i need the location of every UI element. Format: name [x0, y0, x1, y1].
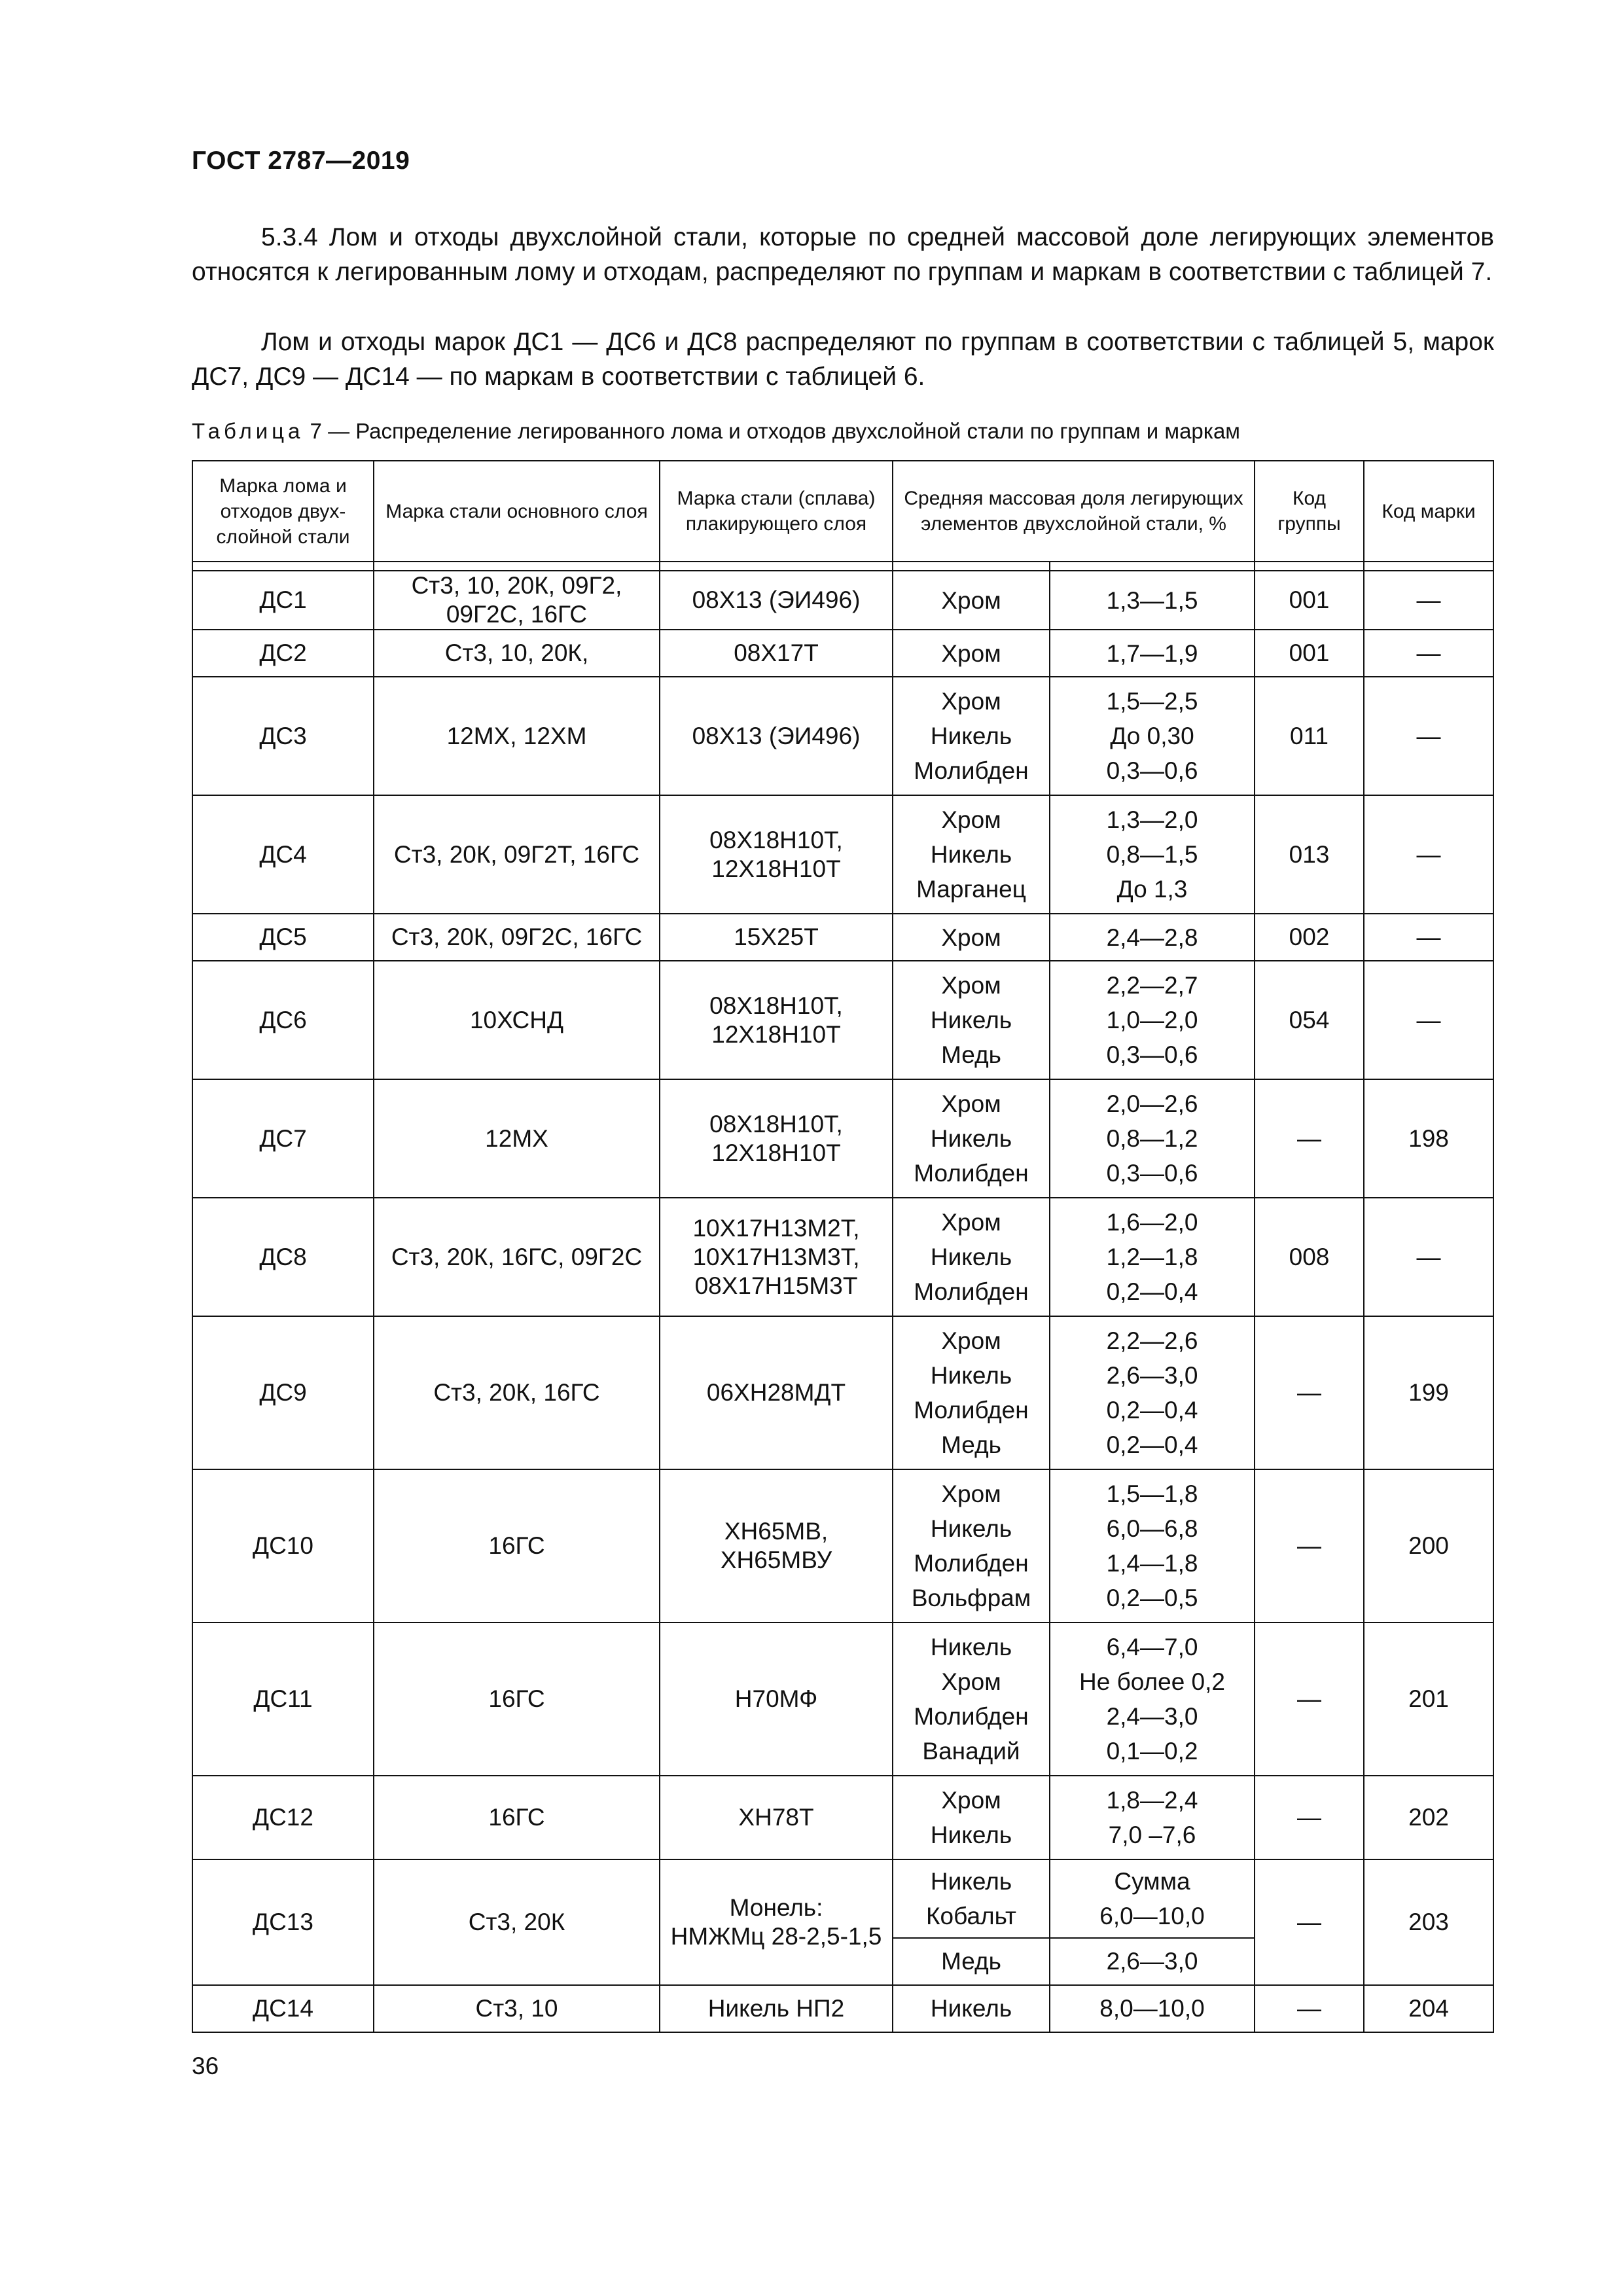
steel-scrap-table [192, 460, 1494, 2033]
cell-values: 6,4—7,0 Не более 0,2 2,4—3,0 0,1—0,2 [1050, 1623, 1255, 1776]
cell-clad-layer: 08Х18Н10Т, 12Х18Н10Т [660, 795, 893, 914]
cell-group-code: 008 [1255, 1198, 1364, 1316]
cell-group-code: 013 [1255, 795, 1364, 914]
paragraph-5-3-4: 5.3.4 Лом и отходы двухслойной стали, которые по средней массовой доле легирующих элементов относятся к легированным лому и отходам, распределяют по группам и маркам в соответствии с таблицей 7. [192, 223, 1494, 286]
table-row [192, 630, 1493, 677]
cell-mark-code: — [1364, 961, 1493, 1079]
cell-base-layer: Ст3, 20К, 16ГС [374, 1316, 660, 1469]
cell-base-layer: Ст3, 20К, 09Г2Т, 16ГС [374, 795, 660, 914]
table-header-row [192, 461, 1493, 562]
cell-values: 1,6—2,0 1,2—1,8 0,2—0,4 [1050, 1198, 1255, 1316]
cell-clad-layer: 08Х17Т [660, 630, 893, 677]
cell-base-layer: 16ГС [374, 1776, 660, 1859]
cell-group-code: 002 [1255, 914, 1364, 961]
cell-clad-layer: Никель НП2 [660, 1985, 893, 2032]
cell-mark-code: — [1364, 1198, 1493, 1316]
cell-mark-code: — [1364, 571, 1493, 630]
cell-mark-code: — [1364, 677, 1493, 795]
cell-grade: ДС3 [192, 677, 374, 795]
cell-elements: Медь [893, 1938, 1050, 1985]
cell-elements: Хром [893, 914, 1050, 961]
cell-group-code: — [1255, 1469, 1364, 1623]
cell-base-layer: 16ГС [374, 1623, 660, 1776]
cell-grade: ДС6 [192, 961, 374, 1079]
cell-values: 2,6—3,0 [1050, 1938, 1255, 1985]
cell-base-layer: Ст3, 20К, 09Г2С, 16ГС [374, 914, 660, 961]
cell-mark-code: 198 [1364, 1079, 1493, 1198]
table-row [192, 1623, 1493, 1776]
table-caption-text: 7 — Распределение легированного лома и отходов двухслойной стали по группам и маркам [304, 419, 1240, 443]
cell-group-code: — [1255, 1316, 1364, 1469]
cell-values: 2,2—2,7 1,0—2,0 0,3—0,6 [1050, 961, 1255, 1079]
cell-values: Сумма 6,0—10,0 [1050, 1859, 1255, 1938]
cell-elements: Хром Никель Молибден [893, 1079, 1050, 1198]
cell-clad-layer: 08Х13 (ЭИ496) [660, 571, 893, 630]
table-body [192, 571, 1493, 2032]
cell-group-code: 001 [1255, 571, 1364, 630]
cell-values: 1,8—2,4 7,0 –7,6 [1050, 1776, 1255, 1859]
paragraph-groups: Лом и отходы марок ДС1 — ДС6 и ДС8 распределяют по группам в соответствии с таблицей 5, марок ДС7, ДС9 — ДС14 — по маркам в соответствии с таблицей 6. [192, 328, 1494, 391]
cell-grade: ДС1 [192, 571, 374, 630]
cell-clad-layer: Н70МФ [660, 1623, 893, 1776]
table-row [192, 1776, 1493, 1859]
cell-clad-layer: 06ХН28МДТ [660, 1316, 893, 1469]
cell-group-code: — [1255, 1985, 1364, 2032]
cell-group-code: — [1255, 1079, 1364, 1198]
cell-clad-layer: 15Х25Т [660, 914, 893, 961]
cell-base-layer: 12МХ, 12ХМ [374, 677, 660, 795]
cell-mark-code: 204 [1364, 1985, 1493, 2032]
cell-mark-code: 200 [1364, 1469, 1493, 1623]
table-caption-label: Таблица [192, 419, 304, 443]
cell-elements: Хром Никель [893, 1776, 1050, 1859]
cell-mark-code: — [1364, 630, 1493, 677]
cell-group-code: 054 [1255, 961, 1364, 1079]
cell-group-code: 001 [1255, 630, 1364, 677]
cell-values: 2,4—2,8 [1050, 914, 1255, 961]
cell-values: 8,0—10,0 [1050, 1985, 1255, 2032]
table-row [192, 1985, 1493, 2032]
cell-elements: Никель Хром Молибден Ванадий [893, 1623, 1050, 1776]
cell-base-layer: Ст3, 10 [374, 1985, 660, 2032]
cell-clad-layer: 08Х13 (ЭИ496) [660, 677, 893, 795]
cell-base-layer: 16ГС [374, 1469, 660, 1623]
header-grade: Марка лома и отходов двух-слойной стали [192, 461, 374, 562]
cell-clad-layer: 10Х17Н13М2Т, 10Х17Н13М3Т, 08Х17Н15М3Т [660, 1198, 893, 1316]
cell-grade: ДС14 [192, 1985, 374, 2032]
cell-grade: ДС8 [192, 1198, 374, 1316]
header-spacer-row [192, 562, 1493, 571]
cell-grade: ДС5 [192, 914, 374, 961]
cell-values: 2,0—2,6 0,8—1,2 0,3—0,6 [1050, 1079, 1255, 1198]
cell-group-code: — [1255, 1623, 1364, 1776]
cell-values: 2,2—2,6 2,6—3,0 0,2—0,4 0,2—0,4 [1050, 1316, 1255, 1469]
table-row [192, 571, 1493, 630]
cell-elements: Хром Никель Молибден [893, 677, 1050, 795]
cell-base-layer: Ст3, 20К, 16ГС, 09Г2С [374, 1198, 660, 1316]
cell-clad-layer: ХН65МВ, ХН65МВУ [660, 1469, 893, 1623]
table-row [192, 961, 1493, 1079]
cell-group-code: 011 [1255, 677, 1364, 795]
cell-values: 1,3—1,5 [1050, 571, 1255, 630]
standard-code: ГОСТ 2787—2019 [192, 147, 410, 175]
cell-grade: ДС7 [192, 1079, 374, 1198]
table-row [192, 677, 1493, 795]
cell-mark-code: 203 [1364, 1859, 1493, 1985]
cell-elements: Никель Кобальт [893, 1859, 1050, 1938]
cell-grade: ДС2 [192, 630, 374, 677]
cell-clad-layer: 08Х18Н10Т, 12Х18Н10Т [660, 1079, 893, 1198]
header-clad-layer: Марка стали (сплава) плакирующего слоя [660, 461, 893, 562]
cell-grade: ДС9 [192, 1316, 374, 1469]
cell-clad-layer: ХН78Т [660, 1776, 893, 1859]
table-caption [192, 419, 1240, 444]
cell-mark-code: — [1364, 795, 1493, 914]
header-base-layer: Марка стали основного слоя [374, 461, 660, 562]
cell-mark-code: — [1364, 914, 1493, 961]
cell-grade: ДС12 [192, 1776, 374, 1859]
table-row [192, 795, 1493, 914]
cell-mark-code: 199 [1364, 1316, 1493, 1469]
cell-values: 1,5—2,5 До 0,30 0,3—0,6 [1050, 677, 1255, 795]
cell-group-code: — [1255, 1859, 1364, 1985]
cell-grade: ДС11 [192, 1623, 374, 1776]
table-row [192, 1198, 1493, 1316]
cell-elements: Хром Никель Молибден Медь [893, 1316, 1050, 1469]
cell-values: 1,7—1,9 [1050, 630, 1255, 677]
cell-group-code: — [1255, 1776, 1364, 1859]
cell-elements: Хром Никель Марганец [893, 795, 1050, 914]
cell-grade: ДС13 [192, 1859, 374, 1985]
cell-base-layer: Ст3, 10, 20К, [374, 630, 660, 677]
cell-elements: Никель [893, 1985, 1050, 2032]
cell-base-layer: Ст3, 10, 20К, 09Г2, 09Г2С, 16ГС [374, 571, 660, 630]
cell-elements: Хром [893, 630, 1050, 677]
cell-elements: Хром Никель Молибден Вольфрам [893, 1469, 1050, 1623]
header-alloy-content: Средняя массовая доля легирующих элементов двухслойной стали, % [893, 461, 1255, 562]
header-mark-code: Код марки [1364, 461, 1493, 562]
table-row [192, 1859, 1493, 1938]
cell-grade: ДС10 [192, 1469, 374, 1623]
cell-base-layer: 12МХ [374, 1079, 660, 1198]
cell-elements: Хром Никель Медь [893, 961, 1050, 1079]
cell-base-layer: 10ХСНД [374, 961, 660, 1079]
cell-base-layer: Ст3, 20К [374, 1859, 660, 1985]
table-row [192, 1316, 1493, 1469]
cell-elements: Хром Никель Молибден [893, 1198, 1050, 1316]
cell-mark-code: 202 [1364, 1776, 1493, 1859]
table-row [192, 914, 1493, 961]
table-row [192, 1079, 1493, 1198]
page-number: 36 [192, 2053, 219, 2079]
cell-values: 1,3—2,0 0,8—1,5 До 1,3 [1050, 795, 1255, 914]
header-group-code: Код группы [1255, 461, 1364, 562]
cell-elements: Хром [893, 571, 1050, 630]
cell-values: 1,5—1,8 6,0—6,8 1,4—1,8 0,2—0,5 [1050, 1469, 1255, 1623]
cell-clad-layer: 08Х18Н10Т, 12Х18Н10Т [660, 961, 893, 1079]
cell-clad-layer: Монель: НМЖМц 28-2,5-1,5 [660, 1859, 893, 1985]
cell-mark-code: 201 [1364, 1623, 1493, 1776]
cell-grade: ДС4 [192, 795, 374, 914]
table-row [192, 1469, 1493, 1623]
